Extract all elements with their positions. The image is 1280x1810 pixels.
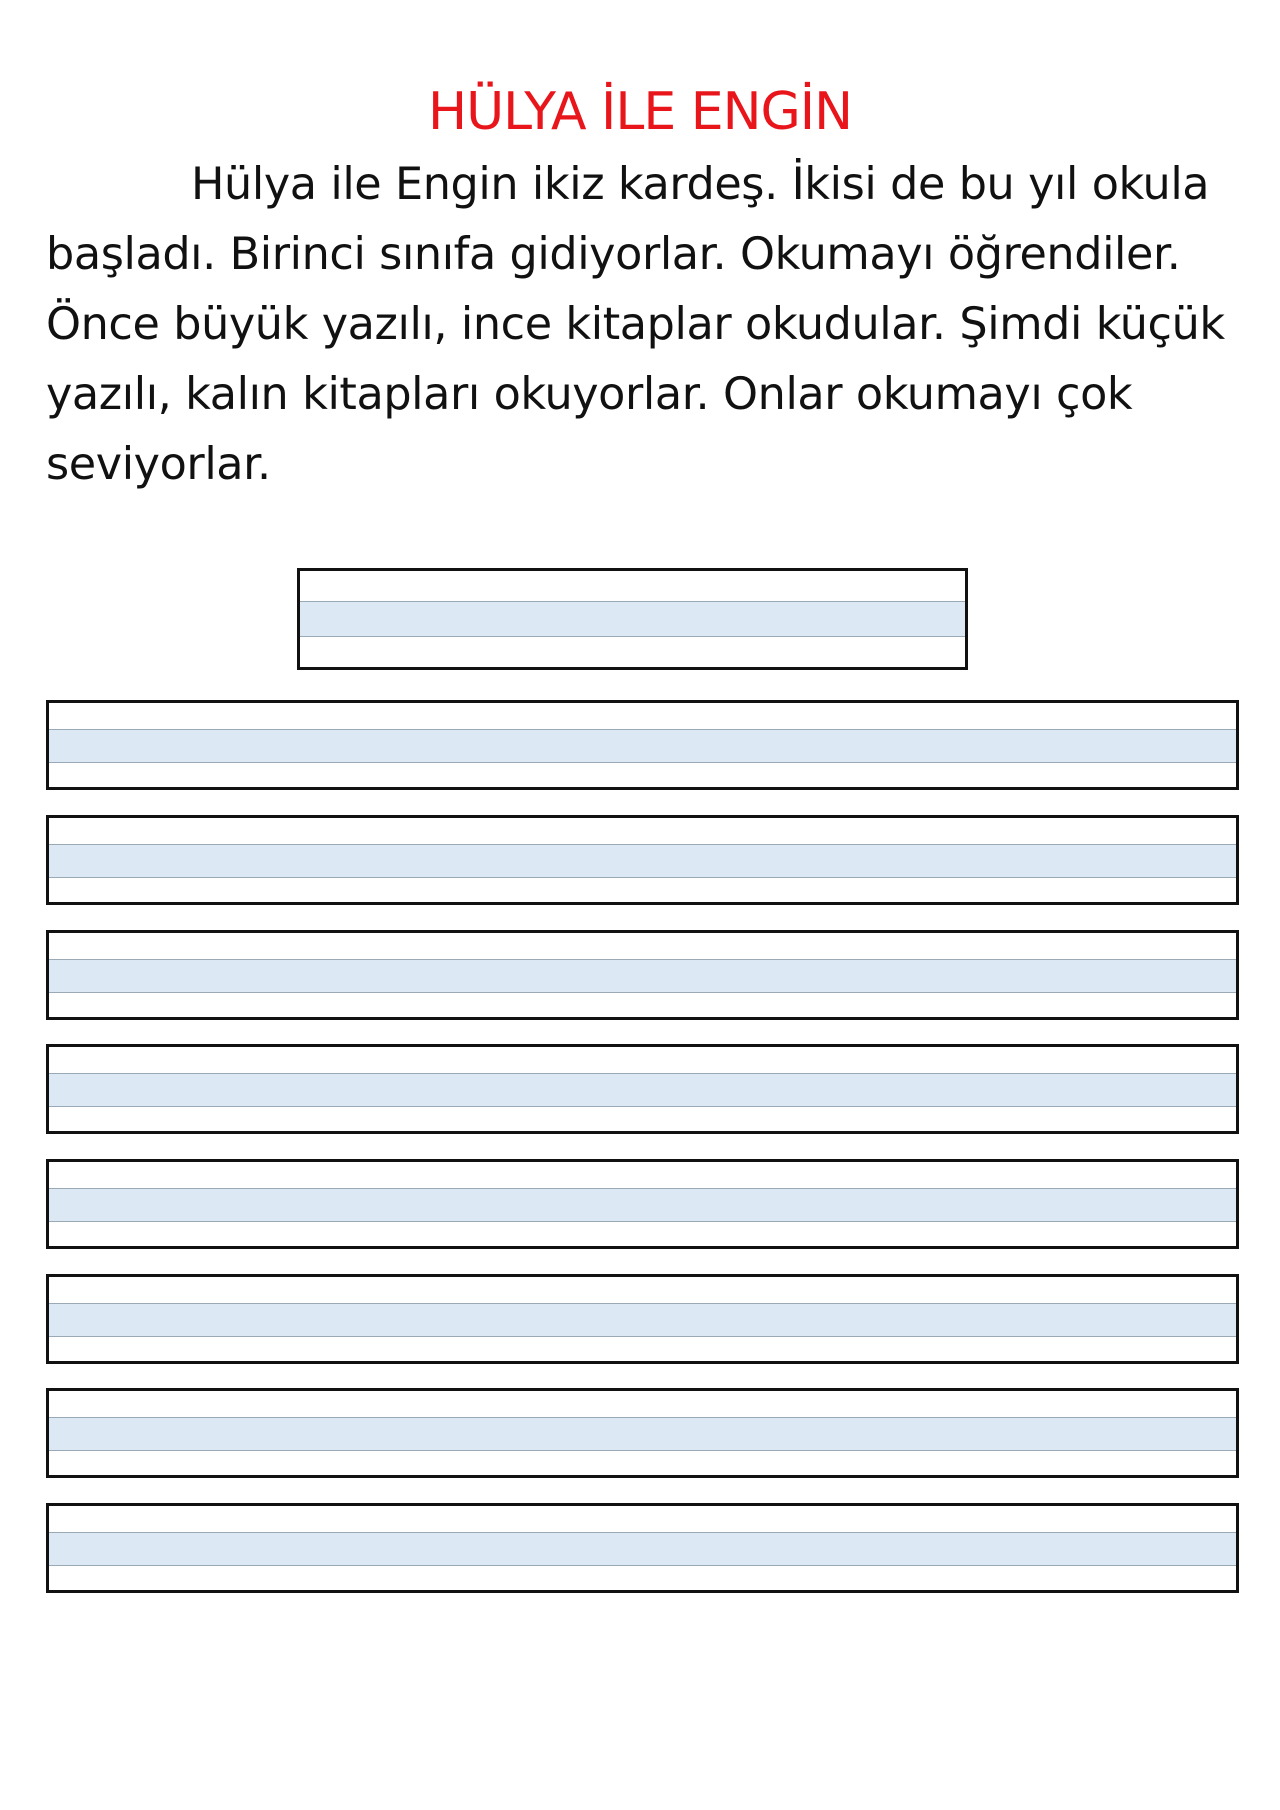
title-writing-box[interactable] — [297, 568, 968, 670]
guide-band — [49, 1532, 1236, 1566]
writing-line-7[interactable] — [46, 1388, 1239, 1478]
guide-band — [49, 1188, 1236, 1222]
writing-line-5[interactable] — [46, 1159, 1239, 1249]
worksheet-title: HÜLYA İLE ENGİN — [427, 82, 853, 142]
guide-band — [49, 959, 1236, 993]
writing-line-4[interactable] — [46, 1044, 1239, 1134]
writing-line-3[interactable] — [46, 930, 1239, 1020]
story-paragraph: Hülya ile Engin ikiz kardeş. İkisi de bu yıl okula başladı. Birinci sınıfa gidiyorlar. Okumayı öğrendiler. Önce büyük yazılı, ince kitaplar okudular. Şimdi küçük yazılı, kalın kitapları okuyorlar. Onlar okumayı çok seviyorlar. — [46, 159, 1225, 490]
writing-line-8[interactable] — [46, 1503, 1239, 1593]
guide-band — [49, 729, 1236, 763]
guide-band — [49, 1417, 1236, 1451]
writing-line-1[interactable] — [46, 700, 1239, 790]
writing-line-2[interactable] — [46, 815, 1239, 905]
guide-band — [49, 1303, 1236, 1337]
guide-band — [49, 1073, 1236, 1107]
writing-line-6[interactable] — [46, 1274, 1239, 1364]
guide-band — [300, 601, 965, 637]
guide-band — [49, 844, 1236, 878]
